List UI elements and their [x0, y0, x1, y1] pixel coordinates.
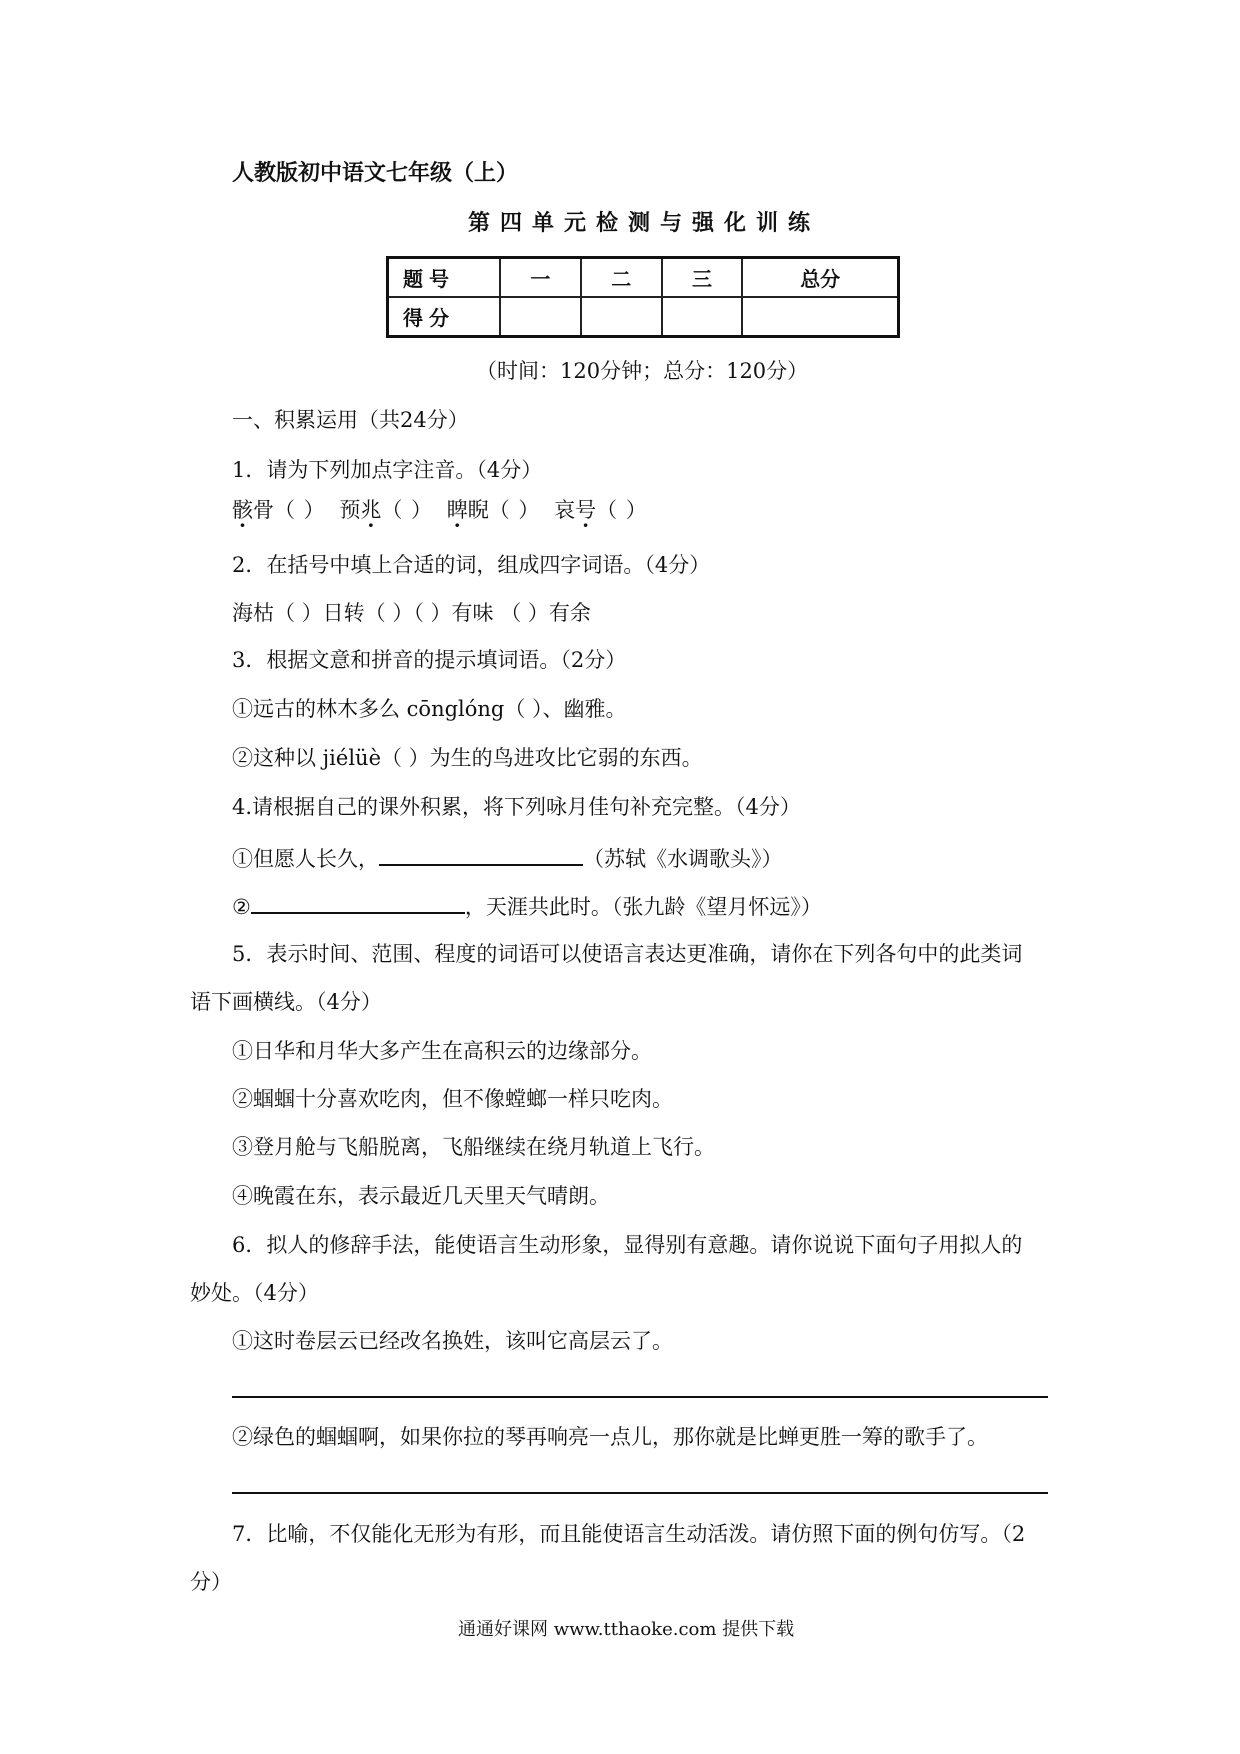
- score-table-score-row: [388, 297, 899, 337]
- question-5-sentence: ④晚霞在东，表示最近几天里天气晴朗。: [232, 1184, 610, 1208]
- question-3-prompt: 3．根据文意和拼音的提示填词语。（2分）: [232, 648, 627, 672]
- footer-credit: 通通好课网 www.tthaoke.com 提供下载: [458, 1619, 795, 1640]
- pinyin-item: 哀号（ ）: [554, 498, 647, 522]
- dotted-char: 兆: [360, 498, 382, 522]
- question-6-sentence-2: ②绿色的蝈蝈啊，如果你拉的琴再响亮一点儿，那你就是比蝉更胜一筹的歌手了。: [232, 1425, 988, 1449]
- question-1-items: [232, 498, 647, 523]
- question-6-prompt-cont: 妙处。（4分）: [190, 1281, 319, 1305]
- question-6-sentence-1: ①这时卷层云已经改名换姓，该叫它高层云了。: [232, 1329, 673, 1353]
- question-5-sentence: ①日华和月华大多产生在高积云的边缘部分。: [232, 1039, 652, 1063]
- answer-line[interactable]: [232, 1396, 1048, 1398]
- pinyin-item: 睥睨（ ）: [446, 498, 540, 522]
- page-title: 第四单元检测与强化训练: [468, 210, 821, 236]
- question-5-prompt-cont: 语下画横线。（4分）: [190, 990, 382, 1014]
- series-heading: 人教版初中语文七年级（上）: [232, 160, 519, 186]
- score-table-label: 得分: [388, 297, 501, 337]
- score-cell[interactable]: [742, 297, 898, 337]
- dotted-char: 骸: [232, 498, 253, 522]
- question-5-sentence: ③登月舱与飞船脱离，飞船继续在绕月轨道上飞行。: [232, 1135, 715, 1159]
- answer-line[interactable]: [232, 1492, 1048, 1494]
- question-4-line-2: ② ，天涯共此时。（张九龄《望月怀远》）: [232, 892, 822, 920]
- question-7-prompt: 7．比喻，不仅能化无形为有形，而且能使语言生动活泼。请仿照下面的例句仿写。（2: [232, 1522, 1026, 1546]
- score-cell[interactable]: [500, 297, 581, 337]
- question-7-prompt-cont: 分）: [190, 1570, 232, 1594]
- pinyin-item: 预兆（ ）: [339, 498, 433, 522]
- score-table: [386, 256, 900, 338]
- score-table-col: 一: [500, 258, 581, 298]
- dotted-char: 睥: [446, 498, 468, 522]
- answer-blank[interactable]: [251, 892, 465, 914]
- question-2-line: 海枯（ ）日转（ ）（ ）有味 （ ）有余: [232, 601, 591, 625]
- section-title: 一、积累运用（共24分）: [232, 408, 469, 432]
- score-cell[interactable]: [581, 297, 662, 337]
- question-5-prompt: 5．表示时间、范围、程度的词语可以使语言表达更准确，请你在下列各句中的此类词: [232, 942, 1023, 966]
- question-6-prompt: 6．拟人的修辞手法，能使语言生动形象，显得别有意趣。请你说说下面句子用拟人的: [232, 1233, 1023, 1257]
- pinyin-item: 骸骨（ ）: [232, 498, 325, 522]
- score-table-col: 二: [581, 258, 662, 298]
- question-1-prompt: 1．请为下列加点字注音。（4分）: [232, 458, 543, 482]
- score-table-col: 总分: [742, 258, 898, 298]
- score-table-label: 题号: [388, 258, 501, 298]
- dotted-char: 号: [575, 498, 597, 522]
- question-5-sentence: ②蝈蝈十分喜欢吃肉，但不像螳螂一样只吃肉。: [232, 1087, 673, 1111]
- score-table-header-row: [388, 258, 899, 298]
- score-table-col: 三: [662, 258, 743, 298]
- question-4-prompt: 4.请根据自己的课外积累，将下列咏月佳句补充完整。（4分）: [232, 795, 801, 819]
- answer-blank[interactable]: [379, 844, 583, 866]
- question-4-line-1: ①但愿人长久， （苏轼《水调歌头》）: [232, 844, 783, 872]
- question-2-prompt: 2．在括号中填上合适的词，组成四字词语。（4分）: [232, 553, 711, 577]
- time-info: （时间：120分钟；总分：120分）: [476, 359, 809, 383]
- question-3-sentence-2: ②这种以 jiélüè（ ）为生的鸟进攻比它弱的东西。: [232, 746, 703, 770]
- score-cell[interactable]: [662, 297, 743, 337]
- question-3-sentence-1: ①远古的林木多么 cōnglóng（ ）、幽雅。: [232, 697, 627, 721]
